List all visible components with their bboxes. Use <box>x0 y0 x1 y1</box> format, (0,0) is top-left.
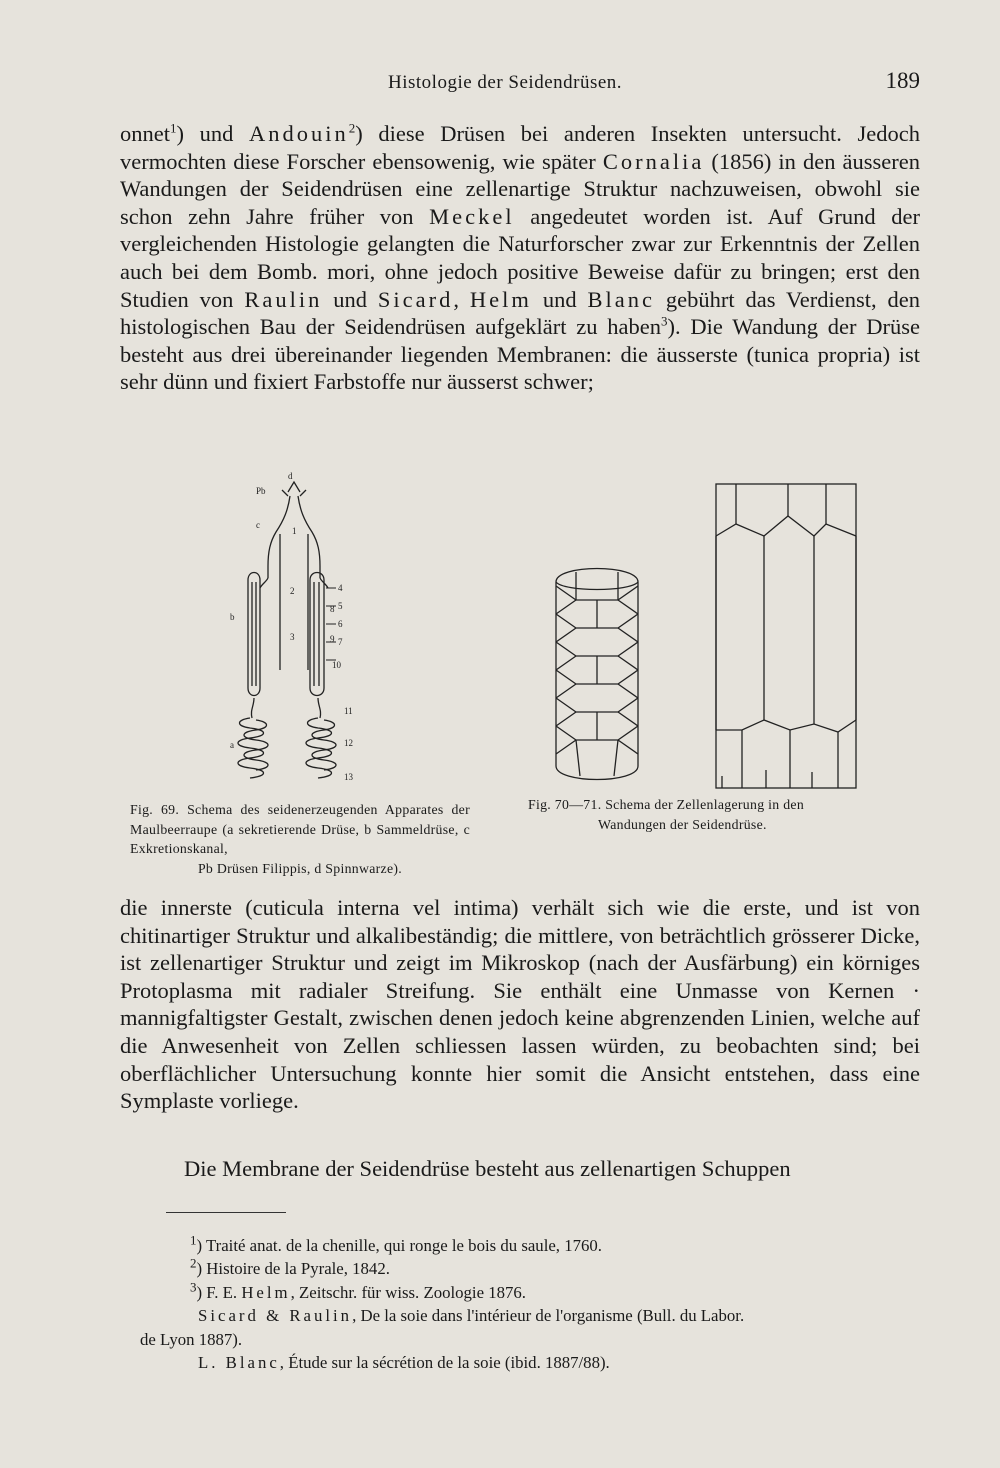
footnote-text: ) Histoire de la Pyrale, 1842. <box>196 1259 390 1279</box>
label-c: c <box>256 520 260 530</box>
footnote-2 <box>140 1257 940 1280</box>
text-run: ). Die Wandung der Drüse besteht aus drei übereinander liegenden Membranen: die äusserste (tunica propria) ist sehr dünn und fixiert Farbstoffe nur äusserst schwer; <box>120 314 920 395</box>
footnote-mark: 2 <box>190 1255 197 1271</box>
author-name: Meckel <box>429 203 515 229</box>
author-name: Helm <box>469 286 532 312</box>
label-5: 5 <box>338 601 343 611</box>
footnote-text: , Zeitschr. für wiss. Zoologie 1876. <box>290 1282 526 1302</box>
caption-line-2: Wandungen der Seidendrüse. <box>598 816 767 832</box>
footnote-3 <box>140 1281 940 1304</box>
label-pb: Pb <box>256 486 266 496</box>
text-run: gebührt das Verdienst, den histologischen Bau der Seidendrüsen aufgeklärt zu haben <box>120 286 920 340</box>
label-9: 9 <box>330 634 335 644</box>
text-run: , <box>453 286 470 312</box>
label-6: 6 <box>338 619 343 629</box>
author-name: Cornalia <box>602 148 705 174</box>
text-run: und <box>322 286 378 312</box>
caption-line-1: Fig. 70—71. Schema der Zellenlagerung in den <box>528 797 805 812</box>
label-8: 8 <box>330 604 335 614</box>
text-run: und <box>531 286 588 312</box>
figure-70-cell-layering-cylinder <box>550 558 644 790</box>
footnote-mark: 3 <box>190 1279 197 1295</box>
footnote-text: ) Traité anat. de la chenille, qui ronge le bois du saule, 1760. <box>196 1236 602 1255</box>
author-name: Andouin <box>248 121 349 146</box>
text-run: angedeutet worden ist. Auf Grund der vergleichenden Histologie gelangten die Naturforscher zwar zur Erkenntnis der Zellen auch bei dem Bomb. mori, ohne jedoch positive Beweise dafür zu bringen; erst den Studien von <box>120 203 921 312</box>
text-run: (1856) in den äusseren Wandungen der Seidendrüsen eine zellenartige Struktur nachzuweisen, obwohl sie schon zehn Jahre früher von <box>120 148 920 229</box>
footnote-text: de Lyon 1887). <box>140 1329 243 1349</box>
footnotes <box>140 1234 940 1374</box>
label-2: 2 <box>290 586 295 596</box>
footnote-divider <box>166 1212 286 1213</box>
figure-69-caption <box>130 800 470 878</box>
label-1: 1 <box>292 526 297 536</box>
label-a: a <box>230 740 234 750</box>
footnote-text: ) F. E. <box>196 1282 242 1302</box>
label-7: 7 <box>338 637 343 647</box>
footnote-3-continuation-1 <box>140 1304 940 1327</box>
label-4: 4 <box>338 583 343 593</box>
footnote-ref: 1 <box>170 120 177 136</box>
footnote-3-continuation-1-wrap <box>140 1328 940 1351</box>
body-paragraph-1 <box>120 120 920 396</box>
label-11: 11 <box>344 706 353 716</box>
footnote-text: , De la soie dans l'intérieur de l'organisme (Bull. du Labor. <box>352 1306 745 1326</box>
footnote-mark: 1 <box>190 1232 197 1248</box>
caption-text: Fig. 69. Schema des seidenerzeugenden Apparates der Maulbeerraupe (a sekretierende Drüse, b Sammeldrüse, c Exkretionskanal, <box>130 802 470 856</box>
author-name: L. Blanc <box>198 1353 280 1373</box>
footnote-3-continuation-2 <box>140 1351 940 1374</box>
label-13: 13 <box>344 772 353 782</box>
label-12: 12 <box>344 738 353 748</box>
figure-71-cell-layering-wall <box>714 480 858 792</box>
author-name: Helm <box>241 1282 291 1302</box>
text-run: ) und <box>176 121 249 146</box>
author-name: Sicard <box>377 286 454 312</box>
footnote-1 <box>140 1234 940 1257</box>
text-run: onnet <box>120 121 170 146</box>
label-d: d <box>288 471 293 481</box>
caption-text-last: Pb Drüsen Filippis, d Spinnwarze). <box>197 860 403 876</box>
label-b: b <box>230 612 235 622</box>
body-paragraph-2: die innerste (cuticula interna vel intima) verhält sich wie die erste, und ist von chitinartiger Struktur und alkalibeständig; die mittlere, von beträchtlich grösserer Dicke, ist zellenartiger Struktur und zeigt im Mikroskop (nach der Ausfärbung) ein körniges Protoplasma mit radialer Streifung. Sie enthält eine Unmasse von Kernen · mannigfaltigster Gestalt, zwischen denen jedoch keine abgrenzenden Linien, welche auf die Anwesenheit von Zellen schliessen lassen würden, zu beobachten sind; bei oberflächlicher Untersuchung konnte hier somit die Ansicht entstehen, dass eine Symplaste vorliege. <box>120 895 920 1114</box>
figure-70-71-caption <box>528 795 898 834</box>
label-10: 10 <box>332 660 341 670</box>
label-3: 3 <box>290 632 295 642</box>
figure-69-silk-gland-diagram <box>226 470 362 790</box>
page-header <box>120 68 920 102</box>
running-title: Histologie der Seidendrüsen. <box>388 72 623 93</box>
body-paragraph-3: Die Membrane der Seidendrüse besteht aus zellenartigen Schuppen <box>184 1156 791 1181</box>
author-name: Blanc <box>587 286 655 312</box>
text-run: ) diese Drüsen bei anderen Insekten untersucht. Jedoch vermochten diese Forscher ebensowenig, wie später <box>120 121 920 174</box>
page-number: 189 <box>885 68 920 93</box>
footnote-text: , Étude sur la sécrétion de la soie (ibid. 1887/88). <box>279 1353 610 1373</box>
author-name: Raulin <box>244 286 323 312</box>
author-name: Sicard & Raulin <box>198 1306 353 1326</box>
footnote-ref: 2 <box>348 120 356 136</box>
footnote-ref: 3 <box>661 313 668 329</box>
